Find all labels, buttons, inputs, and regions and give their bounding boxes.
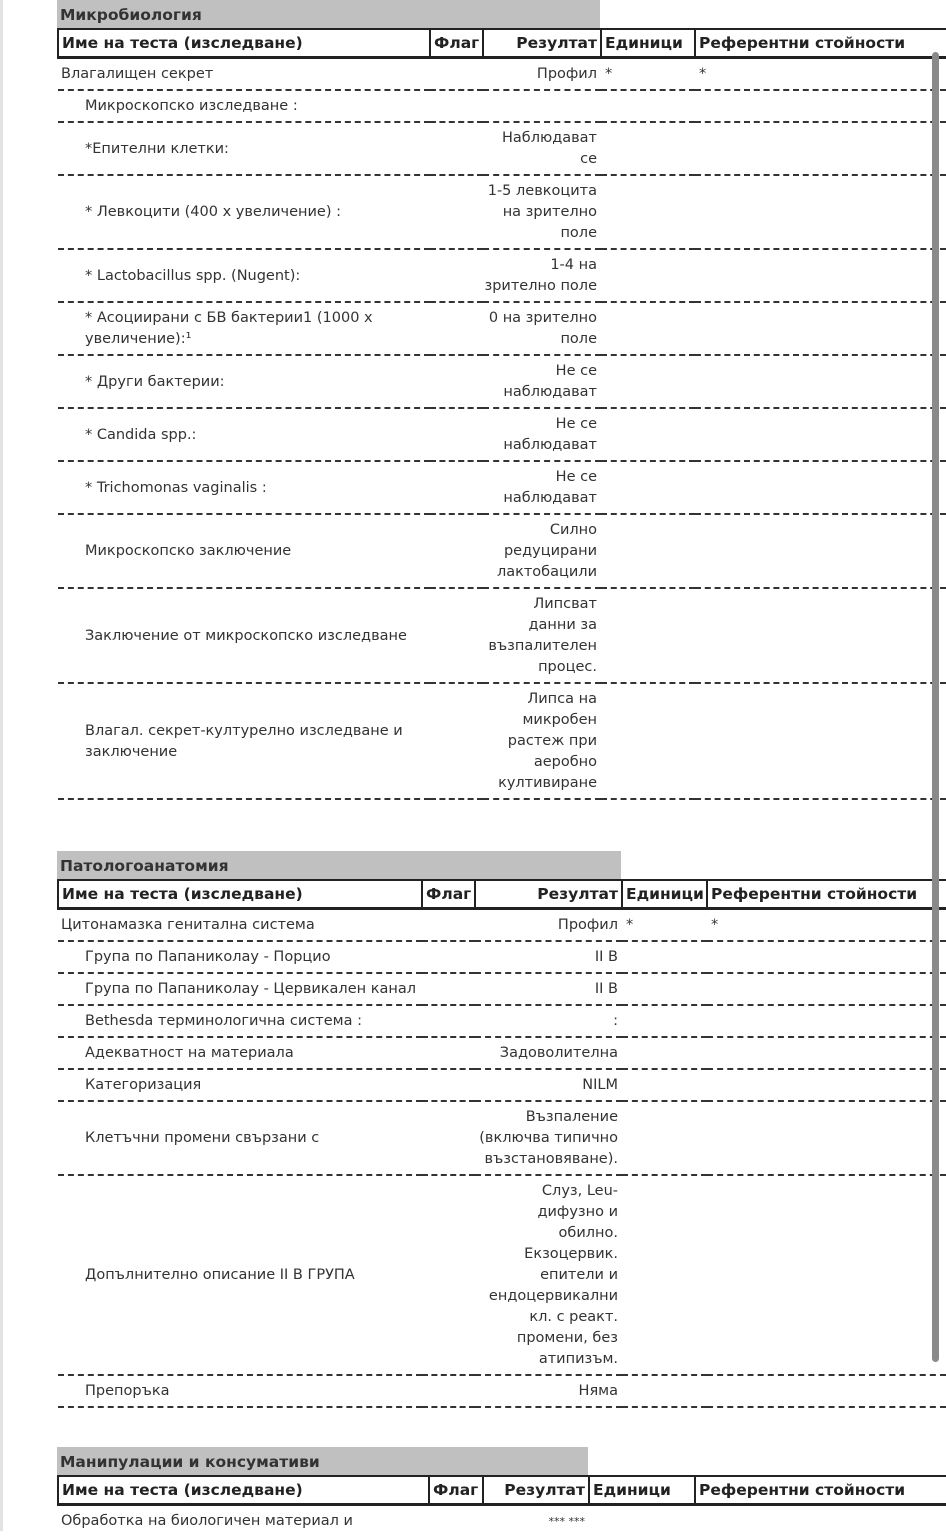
col-reference-header: Референтни стойности xyxy=(695,1476,946,1505)
table-row xyxy=(58,941,946,973)
test-name: Адекватност на материала xyxy=(58,1037,422,1069)
result: Възпаление (включва типично възстановяване). xyxy=(475,1101,622,1175)
reference: * xyxy=(707,909,946,942)
table-row xyxy=(58,1037,946,1069)
col-flag-header: Флаг xyxy=(422,880,475,909)
test-name: Bethesda терминологична система : xyxy=(58,1005,422,1037)
result: Силно редуцирани лактобацили xyxy=(483,514,601,588)
test-name: Клетъчни промени свързани с xyxy=(58,1101,422,1175)
result: Слуз, Leu- дифузно и обилно. Екзоцервик. епители и ендоцервикални кл. с реакт. промени, без атипизъм. xyxy=(475,1175,622,1375)
table-row xyxy=(58,1005,946,1037)
col-name-header: Име на теста (изследване) xyxy=(58,29,430,58)
table-row xyxy=(58,1069,946,1101)
col-name-header: Име на теста (изследване) xyxy=(58,1476,429,1505)
col-reference-header: Референтни стойности xyxy=(707,880,946,909)
test-name: Препоръка xyxy=(58,1375,422,1407)
table-row xyxy=(58,58,946,91)
table-row xyxy=(58,1101,946,1175)
result: : xyxy=(475,1005,622,1037)
result: Не се наблюдават xyxy=(483,461,601,514)
result: 1-4 на зрително поле xyxy=(483,249,601,302)
results-table xyxy=(57,879,946,1408)
result: Задоволителна xyxy=(475,1037,622,1069)
table-row xyxy=(58,175,946,249)
table-row xyxy=(58,461,946,514)
table-row xyxy=(58,122,946,175)
result: Липса на микробен растеж при аеробно култивиране xyxy=(483,683,601,799)
table-header xyxy=(58,1476,946,1505)
result: Наблюдават се xyxy=(483,122,601,175)
section-manipulations xyxy=(57,1447,946,1536)
test-name: Допълнително описание II В ГРУПА xyxy=(58,1175,422,1375)
table-row xyxy=(58,1175,946,1375)
test-name: * Асоциирани с БВ бактерии1 (1000 х увеличение):¹ xyxy=(58,302,430,355)
table-row xyxy=(58,683,946,799)
result: Липсват данни за възпалителен процес. xyxy=(483,588,601,683)
table-row xyxy=(58,355,946,408)
col-result-header: Резултат xyxy=(475,880,622,909)
col-flag-header: Флаг xyxy=(430,29,483,58)
test-name: Микроскопско изследване : xyxy=(58,90,430,122)
table-row xyxy=(58,1375,946,1407)
test-name: * Левкоцити (400 х увеличение) : xyxy=(58,175,430,249)
vertical-scrollbar[interactable] xyxy=(932,52,939,1362)
test-name: Обработка на биологичен материал и xyxy=(58,1505,429,1536)
result: II B xyxy=(475,941,622,973)
col-result-header: Резултат xyxy=(483,1476,589,1505)
test-name: Влагал. секрет-културелно изследване и заключение xyxy=(58,683,430,799)
result: 1-5 левкоцита на зрително поле xyxy=(483,175,601,249)
table-row xyxy=(58,588,946,683)
result: Не се наблюдават xyxy=(483,408,601,461)
test-name: Заключение от микроскопско изследване xyxy=(58,588,430,683)
test-name: Влагалищен секрет xyxy=(58,58,430,91)
units: * xyxy=(622,909,707,942)
table-row xyxy=(58,408,946,461)
results-table xyxy=(57,28,946,800)
col-reference-header: Референтни стойности xyxy=(695,29,946,58)
section-title: Патологоанатомия xyxy=(57,851,621,879)
result: Няма xyxy=(475,1375,622,1407)
result: Профил xyxy=(475,909,622,942)
table-row xyxy=(58,909,946,942)
window-left-edge xyxy=(0,0,3,1531)
section-title: Микробиология xyxy=(57,0,600,28)
col-units-header: Единици xyxy=(589,1476,695,1505)
test-name: Цитонамазка генитална система xyxy=(58,909,422,942)
col-result-header: Резултат xyxy=(483,29,601,58)
test-name: * Candida spp.: xyxy=(58,408,430,461)
section-microbiology xyxy=(57,0,946,800)
test-name: * Trichomonas vaginalis : xyxy=(58,461,430,514)
table-row xyxy=(58,514,946,588)
section-pathology xyxy=(57,851,946,1408)
flag xyxy=(430,58,483,91)
test-name: * Други бактерии: xyxy=(58,355,430,408)
col-name-header: Име на теста (изследване) xyxy=(58,880,422,909)
table-row xyxy=(58,90,946,122)
table-header xyxy=(58,880,946,909)
result: II B xyxy=(475,973,622,1005)
col-units-header: Единици xyxy=(622,880,707,909)
result: NILM xyxy=(475,1069,622,1101)
table-row xyxy=(58,1505,946,1536)
result: 0 на зрително поле xyxy=(483,302,601,355)
result: Профил xyxy=(483,58,601,91)
result: *** *** xyxy=(483,1505,589,1536)
units: * xyxy=(601,58,695,91)
table-row xyxy=(58,302,946,355)
col-flag-header: Флаг xyxy=(429,1476,483,1505)
test-name: * Lactobacillus spp. (Nugent): xyxy=(58,249,430,302)
test-name: Категоризация xyxy=(58,1069,422,1101)
table-header xyxy=(58,29,946,58)
result: Не се наблюдават xyxy=(483,355,601,408)
test-name: *Епителни клетки: xyxy=(58,122,430,175)
col-units-header: Единици xyxy=(601,29,695,58)
section-title: Манипулации и консумативи xyxy=(57,1447,588,1475)
table-row xyxy=(58,973,946,1005)
test-name: Група по Папаниколау - Порцио xyxy=(58,941,422,973)
result xyxy=(483,90,601,122)
test-name: Група по Папаниколау - Цервикален канал xyxy=(58,973,422,1005)
test-name: Микроскопско заключение xyxy=(58,514,430,588)
results-table xyxy=(57,1475,946,1536)
table-row xyxy=(58,249,946,302)
reference: * xyxy=(695,58,946,91)
